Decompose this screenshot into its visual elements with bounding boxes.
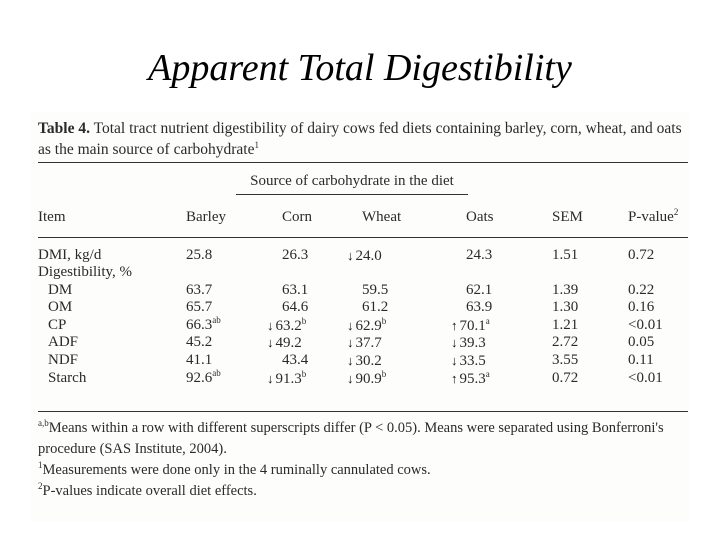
- row-item-label: DMI, kg/d: [38, 247, 102, 263]
- table-cell: [451, 334, 486, 352]
- cell-value: 30.2: [355, 353, 382, 369]
- table-cell: [282, 247, 308, 264]
- cell-value: 25.8: [186, 247, 213, 263]
- row-item-label: DM: [48, 282, 73, 298]
- cell-value: 1.30: [552, 299, 579, 315]
- arrow-down-icon: ↓: [451, 353, 458, 368]
- table-cell: [628, 370, 663, 387]
- cell-value: 24.0: [355, 248, 382, 264]
- row-item-label: NDF: [48, 352, 79, 368]
- table-cell: [347, 317, 386, 335]
- cell-superscript: b: [301, 316, 307, 326]
- row-item-label: Digestibility, %: [38, 264, 133, 280]
- table-cell: [347, 334, 382, 352]
- table-cell: [186, 282, 212, 299]
- cell-value: 64.6: [282, 299, 309, 315]
- cell-value: 1.21: [552, 317, 579, 333]
- arrow-down-icon: ↓: [347, 318, 354, 333]
- table-cell: [347, 370, 386, 388]
- footnote-text: Measurements were done only in the 4 ruminally cannulated cows.: [42, 462, 431, 478]
- cell-value: 33.5: [459, 353, 486, 369]
- footnote-marker: a,b: [38, 418, 49, 429]
- cell-value: 70.1: [459, 318, 486, 334]
- bottom-rule: [38, 411, 688, 412]
- footnote: [38, 481, 688, 502]
- arrow-up-icon: ↑: [451, 318, 458, 333]
- cell-superscript: ab: [212, 315, 221, 325]
- cell-value: 0.16: [628, 299, 655, 315]
- cell-value: 92.6: [186, 370, 213, 386]
- row-item-label: Starch: [48, 370, 87, 386]
- table-cell: [186, 334, 212, 351]
- table-cell: [267, 370, 306, 388]
- cell-value: 37.7: [355, 335, 382, 351]
- table-cell: [451, 352, 486, 370]
- cell-value: 26.3: [282, 247, 309, 263]
- footnote-text: Means within a row with different superscripts differ (P < 0.05). Means were separated using Bonferroni's procedure (SAS Institute, 2004).: [38, 420, 664, 457]
- cell-value: 90.9: [355, 371, 382, 387]
- table-cell: [628, 282, 654, 299]
- cell-value: 63.2: [275, 318, 302, 334]
- table-caption: [38, 118, 688, 160]
- cell-value: 41.1: [186, 352, 213, 368]
- cell-value: 45.2: [186, 334, 213, 350]
- table-cell: [628, 299, 654, 316]
- row-item-label: OM: [48, 299, 73, 315]
- cell-value: 0.05: [628, 334, 655, 350]
- slide-title: Apparent Total Digestibility: [148, 47, 572, 89]
- column-header: P-value$^2$: [628, 207, 679, 225]
- table-cell: [466, 282, 492, 299]
- cell-value: 66.3: [186, 317, 213, 333]
- cell-superscript: a: [485, 369, 490, 379]
- table-scan: [30, 112, 690, 522]
- cell-superscript: b: [301, 369, 307, 379]
- cell-value: 59.5: [362, 282, 389, 298]
- cell-superscript: b: [381, 369, 387, 379]
- table-cell: [628, 334, 654, 351]
- arrow-down-icon: ↓: [347, 353, 354, 368]
- arrow-down-icon: ↓: [267, 318, 274, 333]
- cell-value: 0.22: [628, 282, 655, 298]
- footnote-marker: 1: [38, 460, 43, 471]
- cell-value: 49.2: [275, 335, 302, 351]
- cell-value: 3.55: [552, 352, 579, 368]
- table-cell: [362, 282, 388, 299]
- cell-superscript: ab: [212, 368, 221, 378]
- table-cell: [628, 247, 654, 264]
- footnote-marker: 2: [38, 481, 43, 492]
- table-cell: [347, 247, 382, 265]
- column-header: Oats: [466, 209, 494, 225]
- arrow-down-icon: ↓: [347, 335, 354, 350]
- table-cell: [552, 334, 578, 351]
- arrow-down-icon: ↓: [347, 371, 354, 386]
- table-cell: [362, 299, 388, 316]
- row-item-label: ADF: [48, 334, 79, 350]
- pvalue-superscript: 2: [673, 207, 679, 217]
- cell-value: <0.01: [628, 370, 663, 386]
- caption-superscript: 1: [254, 139, 259, 150]
- top-rule: [38, 162, 688, 163]
- cell-value: 61.2: [362, 299, 389, 315]
- cell-value: 0.11: [628, 352, 654, 368]
- table-cell: [186, 247, 212, 264]
- table-cell: [186, 370, 221, 387]
- table-cell: [186, 352, 212, 369]
- cell-value: 63.9: [466, 299, 493, 315]
- arrow-down-icon: ↓: [267, 371, 274, 386]
- table-cell: [552, 352, 578, 369]
- cell-value: 65.7: [186, 299, 213, 315]
- header-rule: [38, 237, 688, 238]
- arrow-down-icon: ↓: [347, 248, 354, 263]
- cell-value: 39.3: [459, 335, 486, 351]
- cell-value: 63.1: [282, 282, 309, 298]
- cell-value: 0.72: [628, 247, 655, 263]
- cell-value: 91.3: [275, 371, 302, 387]
- table-cell: [186, 299, 212, 316]
- cell-superscript: a: [485, 316, 490, 326]
- row-item-label: CP: [48, 317, 67, 333]
- table-cell: [282, 299, 308, 316]
- table-cell: [267, 317, 306, 335]
- cell-value: 24.3: [466, 247, 493, 263]
- table-cell: [552, 247, 578, 264]
- spanner-rule: [236, 194, 468, 195]
- cell-value: 95.3: [459, 371, 486, 387]
- cell-value: 1.39: [552, 282, 579, 298]
- table-cell: [552, 370, 578, 387]
- footnote: [38, 460, 688, 481]
- column-header: Wheat: [362, 209, 402, 225]
- spanner-header: Source of carbohydrate in the diet: [250, 173, 454, 189]
- table-number: Table 4.: [38, 120, 90, 137]
- column-header: SEM: [552, 209, 583, 225]
- cell-value: 43.4: [282, 352, 309, 368]
- table-cell: [628, 352, 654, 369]
- arrow-up-icon: ↑: [451, 371, 458, 386]
- column-header: Corn: [282, 209, 312, 225]
- table-cell: [552, 282, 578, 299]
- cell-value: 2.72: [552, 334, 579, 350]
- table-cell: [267, 334, 302, 352]
- table-cell: [186, 317, 221, 334]
- cell-value: 62.9: [355, 318, 382, 334]
- cell-value: 62.1: [466, 282, 493, 298]
- table-cell: [466, 247, 492, 264]
- table-cell: [451, 370, 490, 388]
- cell-value: 0.72: [552, 370, 579, 386]
- table-cell: [552, 299, 578, 316]
- table-caption-text: Total tract nutrient digestibility of dairy cows fed diets containing barley, corn, wheat, and oats as the main source of carbohydrate: [38, 120, 682, 158]
- column-header: Barley: [186, 209, 226, 225]
- table-cell: [552, 317, 578, 334]
- table-cell: [282, 352, 308, 369]
- footnote: [38, 418, 688, 460]
- arrow-down-icon: ↓: [451, 335, 458, 350]
- cell-value: 1.51: [552, 247, 579, 263]
- table-cell: [282, 282, 308, 299]
- cell-value: 63.7: [186, 282, 213, 298]
- footnote-text: P-values indicate overall diet effects.: [42, 483, 257, 499]
- column-header: Item: [38, 209, 66, 225]
- table-cell: [628, 317, 663, 334]
- cell-superscript: b: [381, 316, 387, 326]
- cell-value: <0.01: [628, 317, 663, 333]
- table-cell: [347, 352, 382, 370]
- arrow-down-icon: ↓: [267, 335, 274, 350]
- table-cell: [451, 317, 490, 335]
- table-cell: [466, 299, 492, 316]
